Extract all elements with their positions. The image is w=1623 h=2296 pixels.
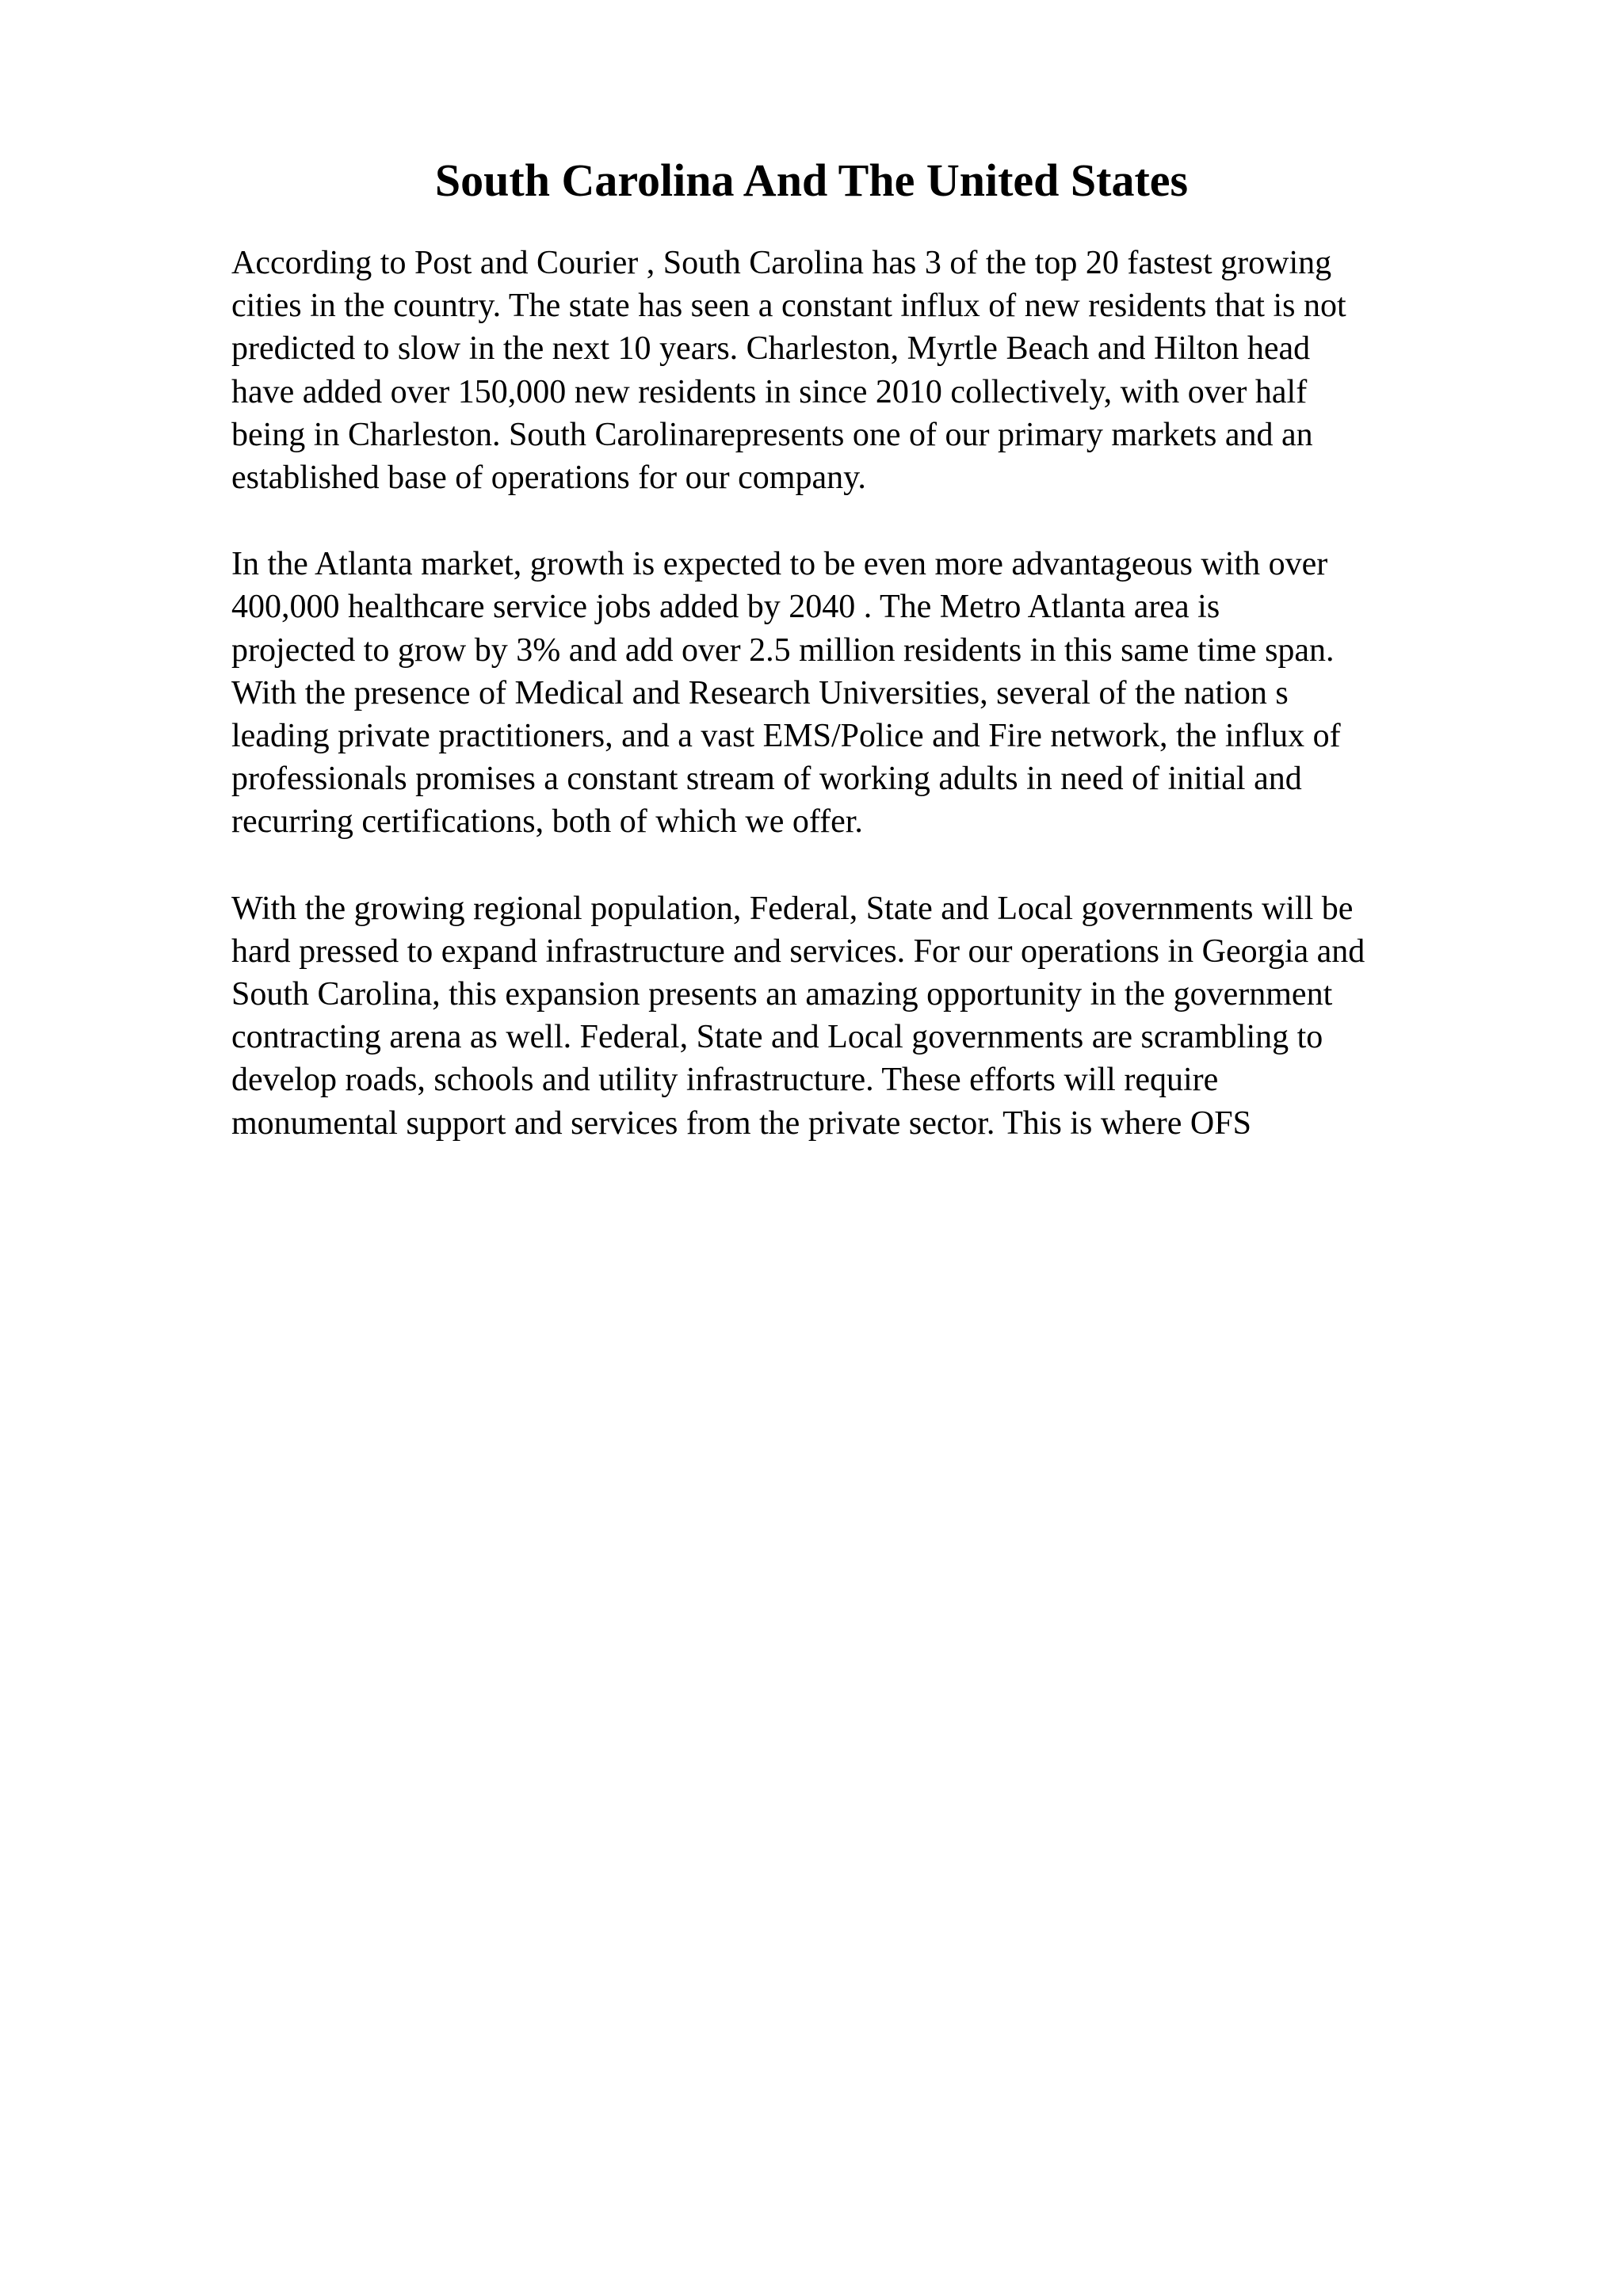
document-title: South Carolina And The United States [434,154,1189,206]
text-line: being in Charleston. South Carolinarepresents one of our primary markets and an [231,416,1313,453]
paragraph-government-contracting [231,887,1515,1145]
text-line: professionals promises a constant stream of working adults in need of initial and [231,761,1302,798]
text-line: According to Post and Courier , South Carolina has 3 of the top 20 fastest growing [231,245,1332,281]
text-line: leading private practitioners, and a vast EMS/Police and Fire network, the influx of [231,718,1341,755]
document-body [231,242,1515,1188]
text-line: South Carolina, this expansion presents an amazing opportunity in the government [231,976,1333,1013]
text-line: have added over 150,000 new residents in since 2010 collectively, with over half [231,373,1308,410]
text-line: In the Atlanta market, growth is expected to be even more advantageous with over [231,546,1328,583]
text-line: With the growing regional population, Federal, State and Local governments will be [231,890,1354,927]
text-line: recurring certifications, both of which we offer. [231,803,863,841]
text-line: contracting arena as well. Federal, State and Local governments are scrambling to [231,1019,1323,1056]
text-line: monumental support and services from the private sector. This is where OFS [231,1104,1251,1142]
paragraph-south-carolina [231,242,1515,499]
text-line: projected to grow by 3% and add over 2.5 million residents in this same time span. [231,631,1335,669]
text-line: established base of operations for our company. [231,460,866,497]
text-line: 400,000 healthcare service jobs added by 2040 . The Metro Atlanta area is [231,589,1220,626]
text-line: predicted to slow in the next 10 years. Charleston, Myrtle Beach and Hilton head [231,330,1311,368]
text-line: cities in the country. The state has seen a constant influx of new residents that is not [231,288,1346,325]
paragraph-atlanta-market [231,543,1515,843]
text-line: hard pressed to expand infrastructure and services. For our operations in Georgia and [231,933,1365,970]
text-line: develop roads, schools and utility infrastructure. These efforts will require [231,1062,1219,1099]
text-line: With the presence of Medical and Research Universities, several of the nation s [231,674,1289,711]
